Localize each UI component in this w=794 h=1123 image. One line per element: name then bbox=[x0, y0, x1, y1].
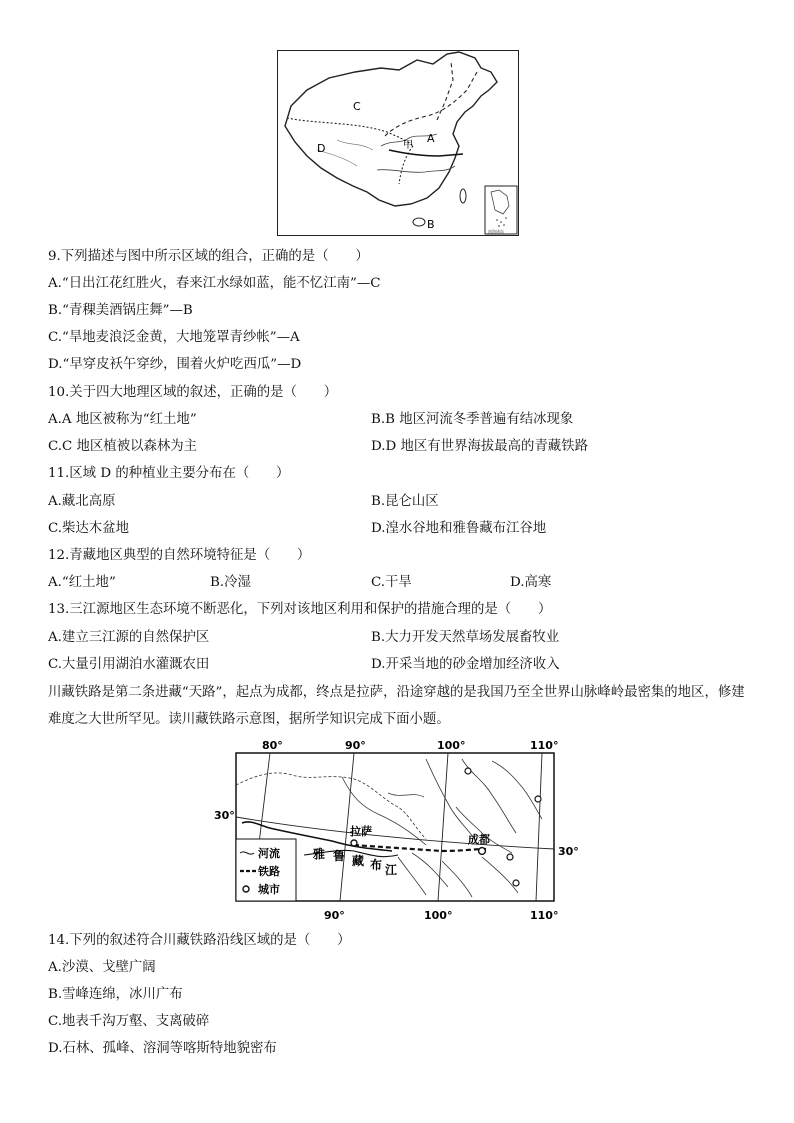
river-char-5: 江 bbox=[385, 863, 398, 877]
q11-option-c[interactable]: C.柴达木盆地 bbox=[48, 521, 129, 536]
q10-option-d[interactable]: D.D 地区有世界海拔最高的青藏铁路 bbox=[371, 439, 588, 454]
q12-option-b[interactable]: B.冷湿 bbox=[210, 575, 251, 590]
q11-option-a[interactable]: A.藏北高原 bbox=[48, 494, 116, 509]
q11-option-d[interactable]: D.湟水谷地和雅鲁藏布江谷地 bbox=[371, 521, 547, 536]
city-chengdu-label: 成都 bbox=[468, 833, 490, 846]
lon-top-100: 100° bbox=[437, 739, 466, 752]
legend-railway-label: 铁路 bbox=[258, 865, 280, 878]
q14-option-c[interactable]: C.地表千沟万壑、支离破碎 bbox=[48, 1014, 210, 1029]
q10-option-a[interactable]: A.A 地区被称为“红土地” bbox=[48, 412, 197, 427]
q13-option-a[interactable]: A.建立三江源的自然保护区 bbox=[48, 630, 210, 645]
q11-option-b[interactable]: B.昆仑山区 bbox=[371, 494, 439, 509]
q9-stem: 9.下列描述与图中所示区域的组合，正确的是（ ） bbox=[48, 249, 369, 264]
map-legend bbox=[236, 839, 296, 901]
inset-label: 南海诸岛 bbox=[488, 229, 504, 234]
lon-top-80: 80° bbox=[262, 739, 283, 752]
q10-option-c[interactable]: C.C 地区植被以森林为主 bbox=[48, 439, 198, 454]
lat-left-30: 30° bbox=[214, 809, 235, 822]
q14-option-d[interactable]: D.石林、孤峰、溶洞等喀斯特地貌密布 bbox=[48, 1041, 277, 1056]
lat-right-30: 30° bbox=[558, 845, 579, 858]
city-lhasa-label: 拉萨 bbox=[350, 825, 372, 838]
river-char-2: 鲁 bbox=[333, 849, 346, 863]
lon-bottom-90: 90° bbox=[324, 909, 345, 922]
q13-option-b[interactable]: B.大力开发天然草场发展畜牧业 bbox=[371, 630, 560, 645]
region-c-label: C bbox=[353, 100, 361, 113]
q12-stem: 12.青藏地区典型的自然环境特征是（ ） bbox=[48, 548, 311, 563]
q9-option-a[interactable]: A.“日出江花红胜火，春来江水绿如蓝，能不忆江南”—C bbox=[48, 276, 381, 291]
river-char-3: 藏 bbox=[352, 854, 365, 868]
river-char-4: 布 bbox=[370, 858, 383, 872]
sichuan-tibet-intro: 川藏铁路是第二条进藏“天路”，起点为成都，终点是拉萨，沿途穿越的是我国乃至全世界山脉峰岭最密集的地区，修建难度之大世所罕见。读川藏铁路示意图，据所学知识完成下面小题。 bbox=[48, 685, 745, 727]
region-d-label: D bbox=[317, 142, 326, 155]
river-char-1: 雅 bbox=[313, 847, 326, 861]
q12-option-d[interactable]: D.高寒 bbox=[510, 575, 552, 590]
q9-option-b[interactable]: B.“青稞美酒锅庄舞”—B bbox=[48, 303, 193, 318]
lon-top-90: 90° bbox=[345, 739, 366, 752]
region-jia-label: 甲 bbox=[403, 140, 413, 151]
sichuan-tibet-railway-map bbox=[212, 737, 584, 923]
lon-top-110: 110° bbox=[530, 739, 559, 752]
q10-stem: 10.关于四大地理区域的叙述，正确的是（ ） bbox=[48, 385, 338, 400]
q14-stem: 14.下列的叙述符合川藏铁路沿线区域的是（ ） bbox=[48, 933, 351, 948]
q11-stem: 11.区域 D 的种植业主要分布在（ ） bbox=[48, 466, 290, 481]
q14-option-b[interactable]: B.雪峰连绵，冰川广布 bbox=[48, 987, 183, 1002]
q13-stem: 13.三江源地区生态环境不断恶化，下列对该地区利用和保护的措施合理的是（ ） bbox=[48, 602, 552, 617]
q12-option-a[interactable]: A.“红土地” bbox=[48, 575, 116, 590]
q13-option-d[interactable]: D.开采当地的砂金增加经济收入 bbox=[371, 657, 560, 672]
region-a-label: A bbox=[427, 132, 435, 145]
legend-city-label: 城市 bbox=[258, 883, 280, 896]
lon-bottom-100: 100° bbox=[424, 909, 453, 922]
q9-option-c[interactable]: C.“旱地麦浪泛金黄，大地笼罩青纱帐”—A bbox=[48, 330, 300, 345]
legend-river-label: 河流 bbox=[258, 847, 280, 860]
q10-option-b[interactable]: B.B 地区河流冬季普遍有结冰现象 bbox=[371, 412, 574, 427]
q14-option-a[interactable]: A.沙漠、戈壁广阔 bbox=[48, 960, 156, 975]
q9-option-d[interactable]: D.“早穿皮袄午穿纱，围着火炉吃西瓜”—D bbox=[48, 357, 302, 372]
q12-option-c[interactable]: C.干旱 bbox=[371, 575, 412, 590]
region-b-label: B bbox=[427, 218, 435, 231]
china-regions-map bbox=[277, 50, 519, 236]
q13-option-c[interactable]: C.大量引用湖泊水灌溉农田 bbox=[48, 657, 210, 672]
lon-bottom-110: 110° bbox=[530, 909, 559, 922]
